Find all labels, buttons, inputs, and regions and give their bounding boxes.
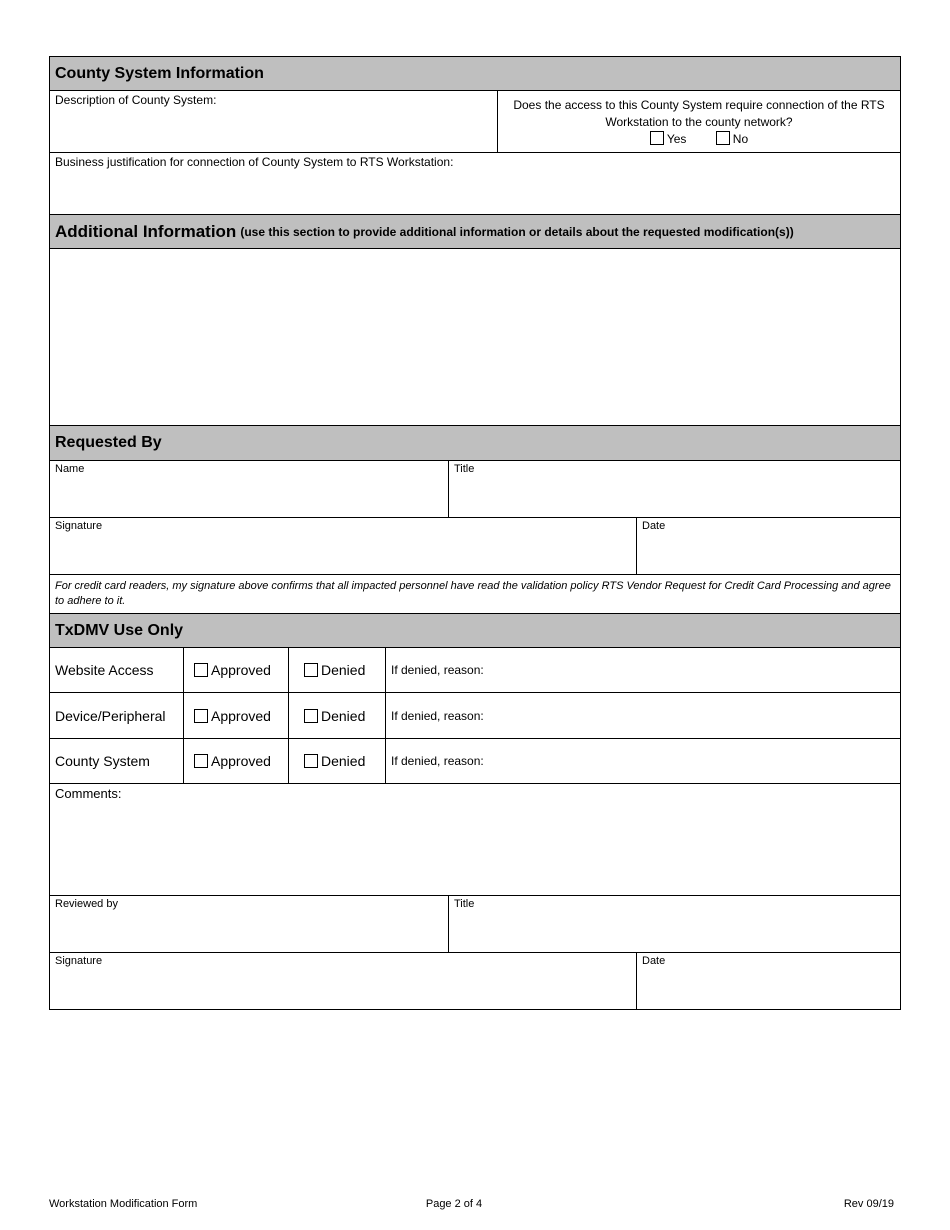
denied-option[interactable]: Denied xyxy=(288,739,385,783)
yes-option[interactable] xyxy=(650,132,687,146)
reviewed-by-field[interactable] xyxy=(50,896,448,952)
county-system-header xyxy=(49,56,901,91)
requester-name-label: Name xyxy=(55,463,85,475)
denied-option[interactable]: Denied xyxy=(288,693,385,738)
requester-signature-row xyxy=(49,518,901,575)
approved-checkbox[interactable] xyxy=(194,663,208,677)
justification-row xyxy=(49,153,901,215)
requester-name-row xyxy=(49,461,901,518)
justification-field[interactable] xyxy=(50,153,900,214)
denied-reason-field[interactable]: If denied, reason: xyxy=(385,739,900,783)
approved-option[interactable]: Approved xyxy=(183,739,288,783)
comments-label: Comments: xyxy=(55,786,122,801)
footer-form-name: Workstation Modification Form xyxy=(49,1198,198,1210)
comments-field[interactable] xyxy=(49,784,901,896)
requester-date-field[interactable] xyxy=(636,518,900,574)
no-option[interactable] xyxy=(716,132,748,146)
denied-checkbox[interactable] xyxy=(304,663,318,677)
requester-name-field[interactable] xyxy=(50,461,448,517)
reviewed-by-label: Reviewed by xyxy=(55,898,118,910)
denied-checkbox[interactable] xyxy=(304,709,318,723)
denied-checkbox[interactable] xyxy=(304,754,318,768)
denied-reason-field[interactable]: If denied, reason: xyxy=(385,648,900,692)
description-field[interactable] xyxy=(50,91,497,152)
additional-info-title: Additional Information xyxy=(55,221,237,241)
txdmv-row-label: County System xyxy=(55,753,150,769)
county-system-description-row xyxy=(49,91,901,153)
county-system-title: County System Information xyxy=(55,64,264,82)
approved-option[interactable]: Approved xyxy=(183,693,288,738)
network-question: Does the access to this County System require connection of the RTS Workstation to the county network? xyxy=(513,98,885,129)
additional-info-field[interactable] xyxy=(49,249,901,426)
reviewer-signature-row xyxy=(49,953,901,1010)
requester-date-label: Date xyxy=(642,520,666,532)
justification-label: Business justification for connection of County System to RTS Workstation: xyxy=(55,155,454,169)
no-checkbox[interactable] xyxy=(716,131,730,145)
requester-signature-label: Signature xyxy=(55,520,103,532)
txdmv-row-label: Website Access xyxy=(55,662,154,678)
reviewer-title-label: Title xyxy=(454,898,475,910)
additional-info-note: (use this section to provide additional information or details about the requested modification(s)) xyxy=(240,224,794,239)
reviewer-date-label: Date xyxy=(642,955,666,967)
yes-checkbox[interactable] xyxy=(650,131,664,145)
requested-by-title: Requested By xyxy=(55,434,162,451)
requester-title-field[interactable] xyxy=(448,461,900,517)
approved-checkbox[interactable] xyxy=(194,754,208,768)
reviewer-signature-label: Signature xyxy=(55,955,103,967)
network-question-cell xyxy=(497,91,900,152)
txdmv-row-device xyxy=(49,693,901,739)
approved-option[interactable]: Approved xyxy=(183,648,288,692)
txdmv-row-label: Device/Peripheral xyxy=(55,707,166,724)
approved-checkbox[interactable] xyxy=(194,709,208,723)
no-label: No xyxy=(732,132,749,146)
requested-by-header xyxy=(49,426,901,461)
footer-revision: Rev 09/19 xyxy=(843,1198,894,1210)
credit-card-note-text: For credit card readers, my signature above confirms that all impacted personnel have read the validation policy RTS Vendor Request for Credit Card Processing and agree to adhere to it. xyxy=(55,580,891,607)
credit-card-note xyxy=(49,575,901,614)
reviewer-row xyxy=(49,896,901,953)
reviewer-signature-field[interactable] xyxy=(50,953,636,1009)
reviewer-date-field[interactable] xyxy=(636,953,900,1009)
denied-reason-field[interactable]: If denied, reason: xyxy=(385,693,900,738)
reviewer-title-field[interactable] xyxy=(448,896,900,952)
yes-label: Yes xyxy=(666,132,687,146)
txdmv-row-county-system xyxy=(49,739,901,784)
txdmv-header xyxy=(49,614,901,648)
requester-signature-field[interactable] xyxy=(50,518,636,574)
additional-info-header xyxy=(49,215,901,249)
txdmv-row-website xyxy=(49,648,901,693)
requester-title-label: Title xyxy=(454,463,475,475)
txdmv-title: TxDMV Use Only xyxy=(55,621,184,639)
comments-cell xyxy=(50,784,900,895)
description-label: Description of County System: xyxy=(55,93,217,107)
denied-option[interactable]: Denied xyxy=(288,648,385,692)
footer-page-number: Page 2 of 4 xyxy=(425,1198,483,1210)
